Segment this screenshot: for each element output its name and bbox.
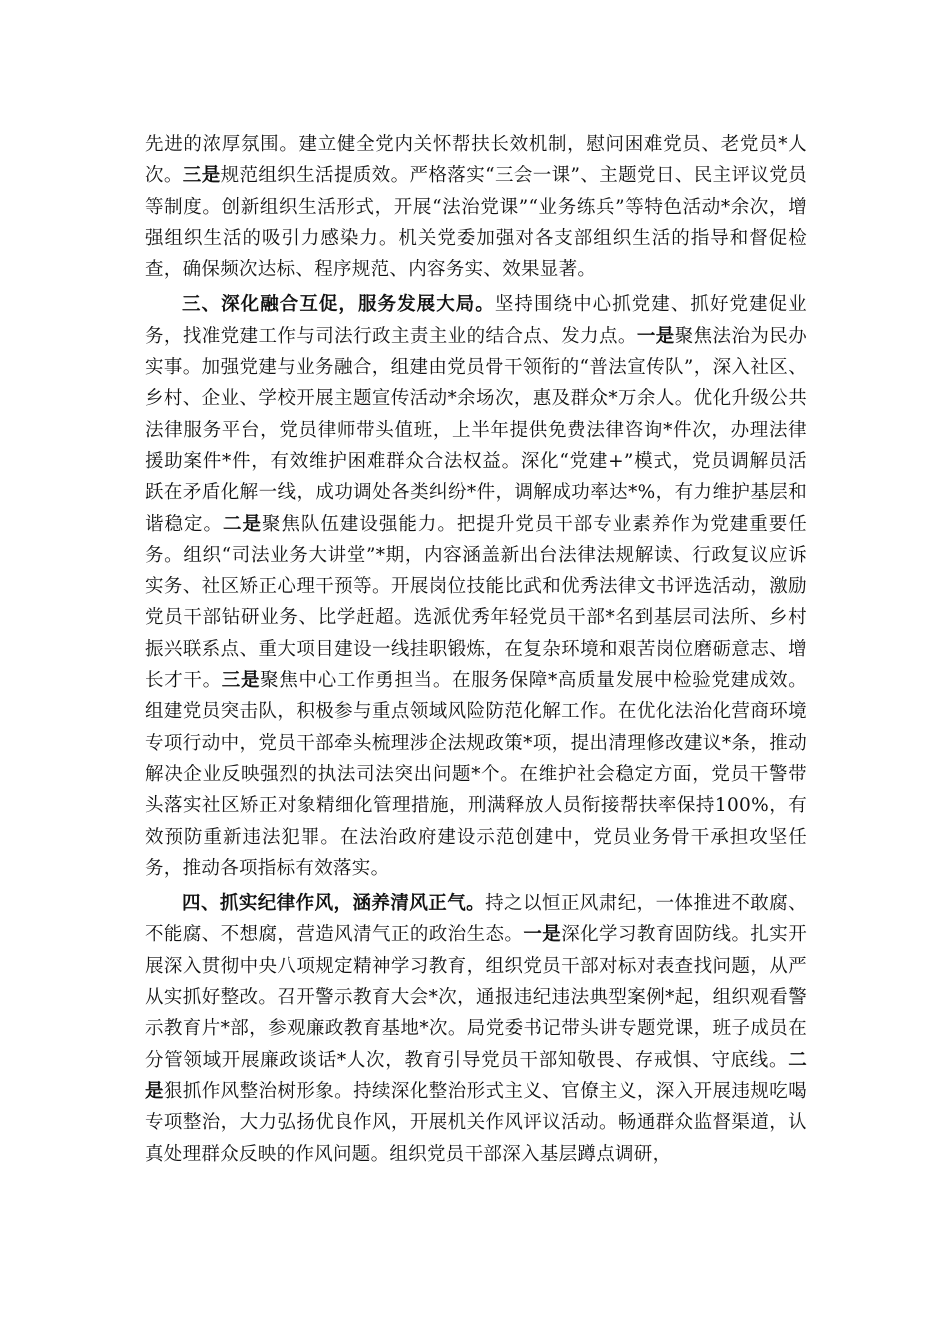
paragraph-3-text-3: 狠抓作风整治树形象。持续深化整治形式主义、官僚主义，深入开展违规吃喝专项整治，大力弘扬优良作风，开展机关作风评议活动。畅通群众监督渠道，认真处理群众反映的作风问题。组织党员干部深入基层蹲点调研， — [145, 1080, 807, 1165]
paragraph-1-lead-three: 三是 — [182, 165, 221, 187]
section-heading-3: 三、深化融合互促，服务发展大局。 — [182, 294, 495, 316]
paragraph-2-lead-three: 三是 — [221, 670, 261, 692]
paragraph-3-lead-two: 二是 — [145, 1049, 807, 1102]
paragraph-2-text-2: 聚焦法治为民办实事。加强党建与业务融合，组建由党员骨干领衔的“普法宣传队”，深入社区、乡村、企业、学校开展主题宣传活动*余场次，惠及群众*万余人。优化升级公共法律服务平台，党员律师带头值班，上半年提供免费法律咨询*件次，办理法律援助案件*件，有效维护困难群众合法权益。深化“党建+”模式，党员调解员活跃在矛盾化解一线，成功调处各类纠纷*件，调解成功率达*%，有力维护基层和谐稳定。 — [145, 325, 807, 535]
section-heading-4: 四、抓实纪律作风，涵养清风正气。 — [182, 893, 486, 915]
paragraph-3-lead-one: 一是 — [523, 924, 562, 946]
paragraph-2-lead-one: 一是 — [636, 325, 675, 347]
paragraph-3-text-1: 持之以恒正风肃纪，一体推进不敢腐、不能腐、不想腐，营造风清气正的政治生态。 — [145, 893, 807, 946]
paragraph-2-text-3: 聚焦队伍建设强能力。把提升党员干部专业素养作为党建重要任务。组织“司法业务大讲堂”*期，内容涵盖新出台法律法规解读、行政复议应诉实务、社区矫正心理干预等。开展岗位技能比武和优秀法律文书评选活动，激励党员干部钻研业务、比学赶超。选派优秀年轻党员干部*名到基层司法所、乡村振兴联系点、重大项目建设一线挂职锻炼，在复杂环境和艰苦岗位磨砺意志、增长才干。 — [145, 513, 807, 692]
paragraph-3 — [145, 888, 807, 1170]
paragraph-2-lead-two: 二是 — [222, 513, 262, 535]
paragraph-2 — [145, 289, 807, 884]
paragraph-1-text-1: 先进的浓厚氛围。建立健全党内关怀帮扶长效机制，慰问困难党员、老党员*人次。 — [145, 134, 807, 187]
paragraph-1 — [145, 129, 807, 285]
paragraph-3-text-2: 深化学习教育固防线。扎实开展深入贯彻中央八项规定精神学习教育，组织党员干部对标对表查找问题，从严从实抓好整改。召开警示教育大会*次，通报违纪违法典型案例*起，组织观看警示教育片*部，参观廉政教育基地*次。局党委书记带头讲专题党课，班子成员在分管领域开展廉政谈话*人次，教育引导党员干部知敬畏、存戒惧、守底线。 — [145, 924, 807, 1071]
paragraph-2-text-1: 坚持围绕中心抓党建、抓好党建促业务，找准党建工作与司法行政主责主业的结合点、发力点。 — [145, 294, 807, 347]
paragraph-1-text-2: 规范组织生活提质效。严格落实“三会一课”、主题党日、民主评议党员等制度。创新组织生活形式，开展“法治党课”“业务练兵”等特色活动*余次，增强组织生活的吸引力感染力。机关党委加强对各支部组织生活的指导和督促检查，确保频次达标、程序规范、内容务实、效果显著。 — [145, 165, 807, 281]
paragraph-2-text-4: 聚焦中心工作勇担当。在服务保障*高质量发展中检验党建成效。组建党员突击队，积极参与重点领域风险防范化解工作。在优化法治化营商环境专项行动中，党员干部牵头梳理涉企法规政策*项，提出清理修改建议*条，推动解决企业反映强烈的执法司法突出问题*个。在维护社会稳定方面，党员干警带头落实社区矫正对象精细化管理措施，刑满释放人员衔接帮扶率保持100%，有效预防重新违法犯罪。在法治政府建设示范创建中，党员业务骨干承担攻坚任务，推动各项指标有效落实。 — [145, 670, 808, 879]
document-body — [145, 129, 807, 1174]
